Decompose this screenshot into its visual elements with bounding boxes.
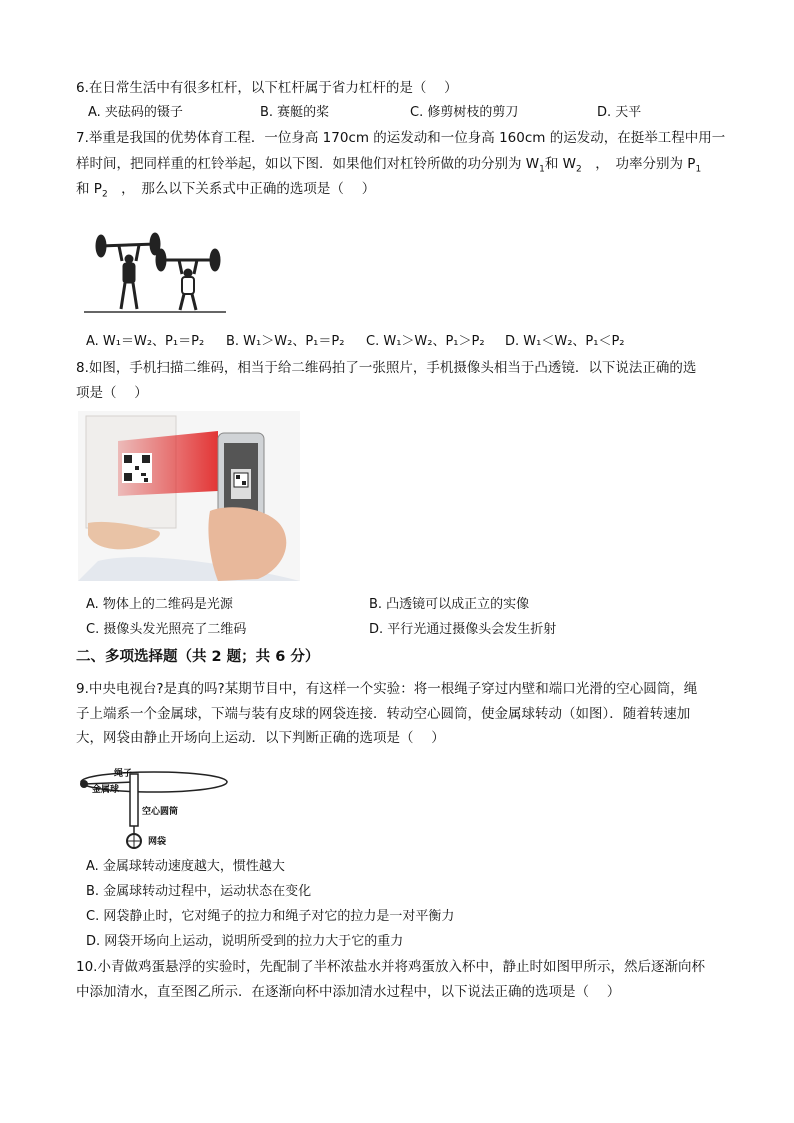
q6-option-a: A. 夹砝码的镊子 [88, 105, 183, 120]
q9-line2: 子上端系一个金属球，下端与装有皮球的网袋连接．转动空心圆筒，使金属球转动（如图）．随着转速加 [76, 706, 691, 722]
q8-line1: 8.如图，手机扫描二维码，相当于给二维码拍了一张照片，手机摄像头相当于凸透镜．以下说法正确的选 [76, 360, 697, 376]
q6-option-b: B. 赛艇的桨 [260, 105, 330, 120]
label-hollow-tube: 空心圆筒 [142, 807, 179, 817]
q10-line1: 10.小青做鸡蛋悬浮的实验时，先配制了半杯浓盐水并将鸡蛋放入杯中，静止时如图甲所示，然后逐渐向杯 [76, 959, 705, 975]
q8-line2: 项是（ ） [76, 385, 148, 401]
q7-line2: 样时间，把同样重的杠铃举起，如以下图．如果他们对杠铃所做的功分别为 $W_1$和 $W_2$ ， 功率分别为 $P_1$ [76, 156, 702, 175]
lifter-tall [96, 233, 160, 309]
q8-option-d: D. 平行光通过摄像头会发生折射 [369, 622, 557, 637]
hollow-tube-shape [130, 774, 138, 826]
q6-option-c: C. 修剪树枝的剪刀 [410, 105, 519, 120]
label-metal-ball: 金属球 [92, 785, 120, 795]
q7-option-c: C. W₁＞W₂、P₁＞P₂ [366, 334, 485, 349]
q6-option-d: D. 天平 [597, 105, 642, 120]
weightlifters-figure [84, 226, 226, 318]
q8-option-b: B. 凸透镜可以成正立的实像 [369, 597, 530, 612]
lifter-short [156, 249, 220, 310]
q9-option-a: A. 金属球转动速度越大，惯性越大 [86, 859, 285, 874]
q9-line1: 9.中央电视台?是真的吗?某期节目中，有这样一个实验：将一根绳子穿过内壁和端口光滑的空心圆筒，绳 [76, 681, 698, 697]
label-net-bag: 网袋 [148, 837, 167, 847]
q9-line3: 大，网袋由静止开场向上运动．以下判断正确的选项是（ ） [76, 730, 445, 746]
q6-stem: 6.在日常生活中有很多杠杆，以下杠杆属于省力杠杆的是（ ） [76, 80, 458, 96]
q7-option-b: B. W₁＞W₂、P₁＝P₂ [226, 334, 345, 349]
q8-option-c: C. 摄像头发光照亮了二维码 [86, 622, 247, 637]
q7-line1: 7.举重是我国的优势体育工程．一位身高 170cm 的运发动和一位身高 160cm 的运发动，在挺举工程中用一 [76, 130, 726, 146]
qr-scan-figure [78, 411, 300, 581]
q7-option-d: D. W₁＜W₂、P₁＜P₂ [505, 334, 625, 349]
q7-option-a: A. W₁＝W₂、P₁＝P₂ [86, 334, 205, 349]
q10-line2: 中添加清水，直至图乙所示．在逐渐向杯中添加清水过程中，以下说法正确的选项是（ ） [76, 984, 621, 1000]
q9-option-c: C. 网袋静止时，它对绳子的拉力和绳子对它的拉力是一对平衡力 [86, 909, 455, 924]
q8-option-a: A. 物体上的二维码是光源 [86, 597, 233, 612]
qr-code-icon [122, 453, 152, 483]
label-rope: 绳子 [114, 769, 133, 779]
q9-option-d: D. 网袋开场向上运动，说明所受到的拉力大于它的重力 [86, 934, 404, 949]
section-heading: 二、多项选择题（共 2 题；共 6 分） [76, 649, 320, 665]
spinning-tube-figure [78, 764, 232, 854]
q9-option-b: B. 金属球转动过程中，运动状态在变化 [86, 884, 312, 899]
q7-line3: 和 $P_2$ ， 那么以下关系式中正确的选项是（ ） [76, 181, 376, 200]
